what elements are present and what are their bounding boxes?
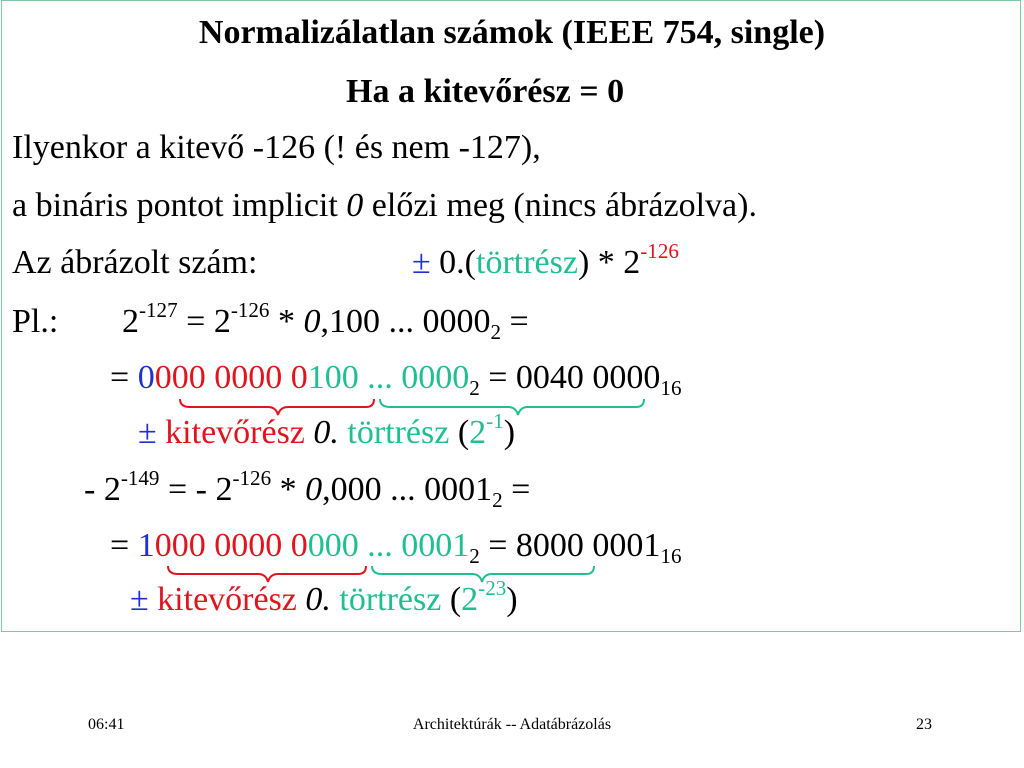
ex2-zero: 0 (305, 471, 323, 508)
ex2-label-open: ( (441, 581, 462, 618)
formula-part-a: 0.( (430, 244, 476, 281)
ex2-times: * (271, 471, 306, 508)
ex2-label-pow: 2 (461, 581, 479, 618)
example-2-field-labels (130, 575, 518, 623)
ex2-tail: = (502, 471, 531, 508)
body-line-2-zero: 0 (346, 187, 364, 224)
ex1-base-sub: 2 (490, 319, 502, 344)
ex2-enc-hex: = 8000 0001 (479, 527, 661, 564)
ex2-sign-bit: 1 (137, 527, 155, 564)
formula-fraction: törtrész (476, 244, 578, 281)
formula-part-b: ) * 2 (577, 244, 641, 281)
slide-subtitle: Ha a kitevőrész = 0 (346, 73, 625, 110)
ex2-label-pow-exp: -23 (478, 575, 507, 600)
body-line-1: Ilyenkor a kitevő -126 (! és nem -127), (12, 129, 541, 166)
ex2-hex-sub: 16 (660, 543, 682, 568)
ex1-zero: 0 (303, 303, 321, 340)
ex1-label-zero: 0. (313, 414, 339, 451)
example-2-equation (84, 465, 531, 513)
ex1-label-close: ) (503, 414, 516, 451)
ex1-enc-hex: = 0040 0000 (479, 359, 661, 396)
formula-exponent: -126 (640, 238, 679, 263)
ex1-times: * (269, 303, 304, 340)
body-line-2 (12, 186, 757, 226)
ex1-label-fraction: törtrész (338, 414, 450, 451)
body-line-2-post: előzi meg (nincs ábrázolva). (363, 187, 757, 224)
ex1-hex-sub: 16 (660, 375, 682, 400)
footer-time: 06:41 (88, 716, 125, 733)
ex2-label-fraction: törtrész (330, 581, 442, 618)
ex1-fraction-bits: 100 ... 0000 (307, 359, 470, 396)
ex2-base-sub: 2 (492, 487, 503, 512)
ex1-base-a: 2 (122, 303, 139, 340)
ex1-enc-eq: = (110, 359, 138, 396)
ex2-enc-sub: 2 (469, 543, 480, 568)
example-1-field-labels (138, 408, 516, 456)
ex1-exp-b: -126 (230, 297, 270, 322)
ex2-label-sign: ± (130, 581, 149, 618)
ex2-eq: = - 2 (159, 471, 233, 508)
ex2-fraction-bits: 000 ... 0001 (307, 527, 470, 564)
ex1-eq: = 2 (177, 303, 231, 340)
ex2-exp-b: -126 (232, 465, 272, 490)
footer-course-title: Architektúrák -- Adatábrázolás (412, 716, 612, 733)
ex2-base-a: - 2 (84, 471, 121, 508)
ex1-label-pow: 2 (469, 414, 487, 451)
ex2-exp-a: -149 (120, 465, 160, 490)
ex1-label-exponent: kitevőrész (156, 414, 314, 451)
ex2-mantissa: ,000 ... 0001 (322, 471, 493, 508)
ex1-mantissa: ,100 ... 0000 (320, 303, 491, 340)
example-prefix: Pl.: (12, 303, 59, 340)
body-line-2-pre: a bináris pontot implicit (12, 187, 347, 224)
footer-page-number: 23 (916, 716, 932, 733)
ex1-label-sign: ± (138, 414, 157, 451)
ex1-tail: = (501, 303, 529, 340)
ex1-sign-bit: 0 (137, 359, 155, 396)
ex1-label-open: ( (449, 414, 470, 451)
ex2-label-zero: 0. (305, 581, 331, 618)
represented-number-label: Az ábrázolt szám: (12, 244, 258, 281)
example-1-equation (122, 297, 529, 345)
ex2-label-exponent: kitevőrész (148, 581, 306, 618)
ex2-enc-eq: = (110, 527, 138, 564)
ex1-label-pow-exp: -1 (486, 408, 504, 433)
ex2-exponent-bits: 000 0000 0 (154, 527, 308, 564)
represented-number-formula (412, 238, 679, 286)
plus-minus-sign: ± (412, 244, 431, 281)
ex1-exponent-bits: 000 0000 0 (154, 359, 308, 396)
ex1-enc-sub: 2 (469, 375, 480, 400)
ex2-label-close: ) (506, 581, 518, 618)
ex1-exp-a: -127 (139, 297, 178, 322)
slide-title: Normalizálatlan számok (IEEE 754, single) (198, 14, 826, 51)
